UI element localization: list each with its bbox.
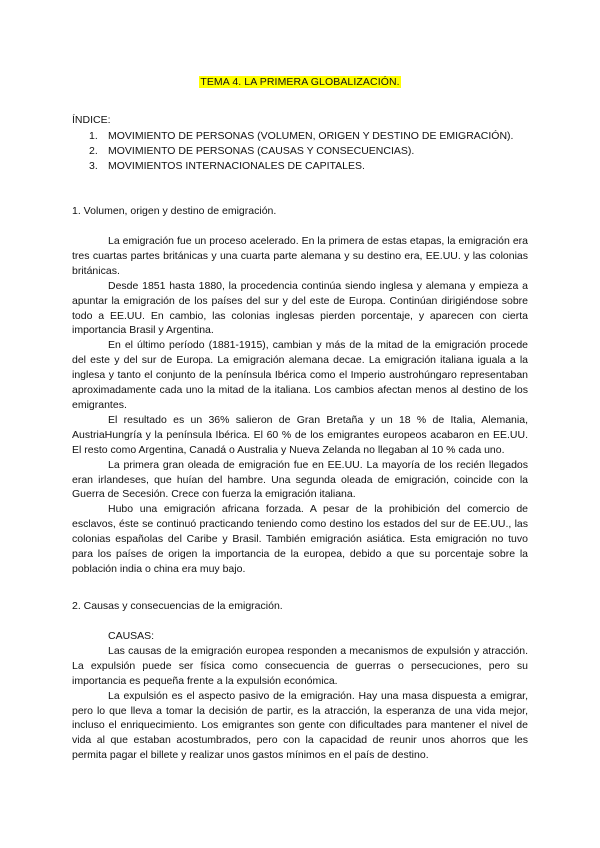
toc-item-number: 1.	[89, 130, 98, 142]
toc-item	[72, 129, 528, 144]
section-2-body	[72, 629, 528, 763]
paragraph: Desde 1851 hasta 1880, la procedencia continúa siendo inglesa y alemana y empieza a apuntar la emigración de los países del sur y del este de Europa. Continúan dirigiéndose sobre todo a EE.UU. En cambio, las colonias inglesas pierden porcentaje, y aparecen con cierta importancia Brasil y Argentina.	[72, 279, 528, 337]
paragraph: Hubo una emigración africana forzada. A pesar de la prohibición del comercio de esclavos, éste se continuó practicando teniendo como destino los estados del sur de EE.UU., las colonias españolas del Caribe y Brasil. También emigración asiática. Esta emigración no tuvo para los países de origen la importancia de la europea, debido a que su porcentaje sobre la población india o china era muy bajo.	[72, 503, 528, 575]
page-title: TEMA 4. LA PRIMERA GLOBALIZACIÓN.	[200, 76, 400, 88]
section-1-heading: 1. Volumen, origen y destino de emigración.	[72, 205, 277, 217]
paragraph: El resultado es un 36% salieron de Gran Bretaña y un 18 % de Italia, Alemania, AustriaHungría y la península Ibérica. El 60 % de los emigrantes europeos acabaron en EE.UU. El resto como Argentina, Canadá o Australia y Nueva Zelanda no llegaban al 10 % cada uno.	[72, 413, 528, 456]
index-label: ÍNDICE:	[72, 114, 111, 126]
paragraph: La primera gran oleada de emigración fue en EE.UU. La mayoría de los recién llegados eran irlandeses, que huían del hambre. Una segunda oleada de emigración, coincide con la Guerra de Secesión. Crece con fuerza la emigración italiana.	[72, 458, 528, 501]
paragraph: Las causas de la emigración europea responden a mecanismos de expulsión y atracción. La expulsión puede ser física como consecuencia de guerras o persecuciones, pero su importancia es pequeña frente a la expulsión económica.	[72, 644, 528, 687]
toc-item-text: MOVIMIENTO DE PERSONAS (CAUSAS Y CONSECUENCIAS).	[108, 145, 415, 157]
section-2-heading: 2. Causas y consecuencias de la emigración.	[72, 600, 283, 612]
toc-item-number: 3.	[89, 160, 98, 172]
title-container	[0, 72, 600, 90]
toc-item-text: MOVIMIENTOS INTERNACIONALES DE CAPITALES.	[108, 160, 365, 172]
paragraph: La emigración fue un proceso acelerado. En la primera de estas etapas, la emigración era tres cuartas partes británicas y una cuarta parte alemana y su destino era, EE.UU. y las colonias británicas.	[72, 235, 528, 277]
paragraph: En el último período (1881-1915), cambian y más de la mitad de la emigración procede del este y del sur de Europa. La emigración alemana decae. La emigración italiana iguala a la inglesa y tanto el conjunto de la península Ibérica como el Imperio austrohúngaro representaban aproximadamente cada uno la mitad de la italiana. Los cambios afectan menos al destino de los emigrantes.	[72, 339, 528, 411]
paragraph: La expulsión es el aspecto pasivo de la emigración. Hay una masa dispuesta a emigrar, pero lo que lleva a tomar la decisión de partir, es la atracción, la esperanza de una vida mejor, incluso el enriquecimiento. Los emigrantes son gente con dificultades para mantener el nivel de vida al que estaban acostumbrados, pero con la capacidad de reunir unos ahorros que les permita pagar el billete y realizar unos gastos mínimos en el país de destino.	[72, 689, 528, 762]
toc-item	[72, 159, 528, 174]
toc-item-text: MOVIMIENTO DE PERSONAS (VOLUMEN, ORIGEN Y DESTINO DE EMIGRACIÓN).	[108, 130, 514, 142]
section-1-body	[72, 234, 528, 577]
causes-label: CAUSAS:	[108, 630, 155, 642]
toc-item	[72, 144, 528, 159]
toc-item-number: 2.	[89, 145, 98, 157]
table-of-contents	[72, 129, 528, 174]
